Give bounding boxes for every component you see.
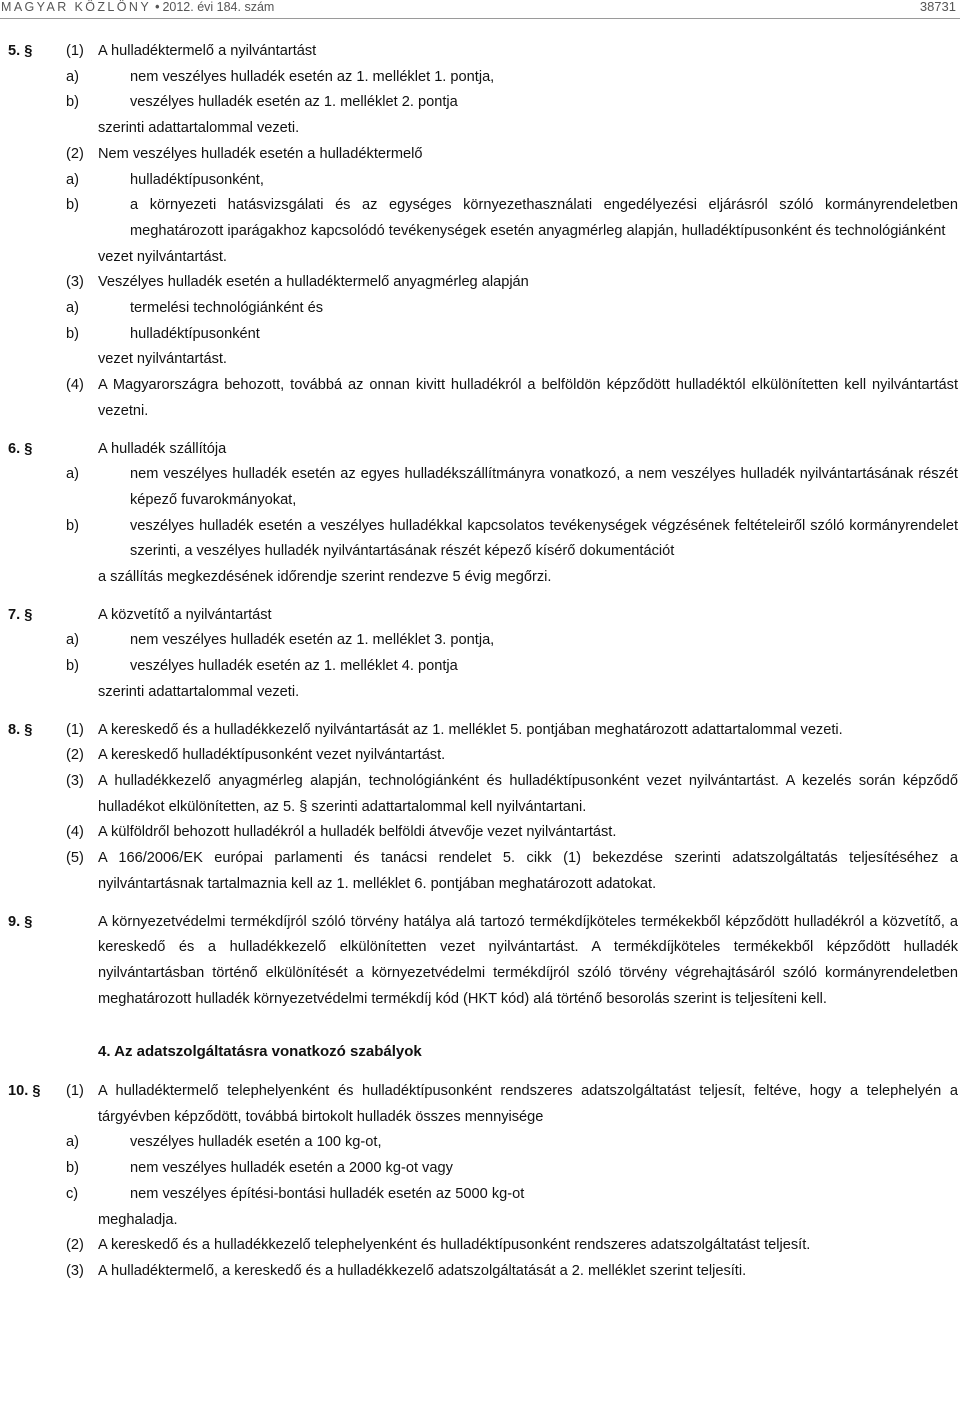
item-text: nem veszélyes hulladék esetén az egyes hulladékszállítmányra vonatkozó, a nem veszélyes hulladék nyilvántartásának részét képező fuvarokmányokat,: [130, 466, 958, 508]
paragraph-number: (4): [66, 377, 84, 394]
section-5: [0, 39, 960, 425]
item-letter: a): [66, 632, 79, 649]
section-6: [0, 437, 960, 591]
section-number: 10. §: [8, 1083, 41, 1100]
chapter-heading: 4. Az adatszolgáltatásra vonatkozó szabályok: [98, 1043, 422, 1061]
issue-number: 2012. évi 184. szám: [162, 0, 275, 14]
paragraph-text: A közvetítő a nyilvántartást: [98, 606, 272, 623]
list-item-a: [0, 1130, 960, 1156]
list-item-b: [0, 90, 960, 116]
paragraph-text: A hulladékkezelő anyagmérleg alapján, technológiánként és hulladéktípusonként vezet nyilvántartást. A kezelés során képződő hulladékot elkülönítetten, az 5. § szerinti adattartalommal kell nyilvántartani.: [98, 772, 958, 815]
item-text: veszélyes hulladék esetén az 1. melléklet 4. pontja: [130, 658, 458, 675]
item-text: termelési technológiánként és: [130, 300, 324, 317]
paragraph-text: A hulladék szállítója: [98, 440, 227, 457]
section-number: 6. §: [8, 440, 33, 457]
paragraph-text: A hulladéktermelő, a kereskedő és a hulladékkezelő adatszolgáltatását a 2. melléklet szerint teljesíti.: [98, 1262, 747, 1279]
paragraph-number: (3): [66, 772, 84, 789]
paragraph-text: Nem veszélyes hulladék esetén a hulladéktermelő: [98, 145, 423, 162]
paragraph-closing: vezet nyilvántartást.: [98, 351, 227, 368]
section-number: 9. §: [8, 913, 33, 930]
item-text: hulladéktípusonként: [130, 325, 260, 342]
list-item-b: [0, 514, 960, 565]
header-divider: [0, 18, 960, 19]
section-7: [0, 603, 960, 706]
item-letter: b): [66, 94, 79, 111]
item-text: veszélyes hulladék esetén a veszélyes hulladékkal kapcsolatos tevékenységek végzésének feltételeiről szóló kormányrendelet szerinti, a veszélyes hulladék nyilvántartásának részét képező kísérő dokumentációt: [130, 517, 958, 560]
section-9: [0, 910, 960, 1013]
item-letter: b): [66, 517, 79, 534]
paragraph-closing: szerinti adattartalommal vezeti.: [98, 683, 300, 700]
item-letter: b): [66, 197, 79, 214]
item-letter: a): [66, 466, 79, 483]
document-body: [0, 39, 960, 1285]
paragraph-number: (1): [66, 43, 84, 59]
list-item-b: [0, 1156, 960, 1182]
paragraph-number: (1): [66, 1083, 84, 1100]
paragraph-closing: szerinti adattartalommal vezeti.: [98, 120, 300, 137]
paragraph-text: A 166/2006/EK európai parlamenti és tanácsi rendelet 5. cikk (1) bekezdése szerinti adatszolgáltatás teljesítéséhez a nyilvántartásnak tartalmaznia kell az 1. melléklet 6. pontjában meghatározott adatokat.: [98, 850, 958, 892]
list-item-a: [0, 296, 960, 322]
gazette-name: MAGYAR KÖZLÖNY: [1, 0, 152, 14]
paragraph-text: A külföldről behozott hulladékról a hulladék belföldi átvevője vezet nyilvántartást.: [98, 824, 617, 841]
item-text: hulladéktípusonként,: [130, 171, 264, 188]
paragraph-text: A kereskedő és a hulladékkezelő nyilvántartását az 1. melléklet 5. pontjában meghatározott adattartalommal vezeti.: [98, 721, 843, 738]
list-item-a: [0, 462, 960, 513]
paragraph-text: A hulladéktermelő a nyilvántartást: [98, 43, 317, 59]
paragraph-number: (2): [66, 145, 84, 162]
paragraph-text: A kereskedő hulladéktípusonként vezet nyilvántartást.: [98, 747, 446, 764]
section-number: 5. §: [8, 43, 33, 59]
item-letter: a): [66, 171, 79, 188]
item-letter: a): [66, 300, 79, 317]
section-8: [0, 718, 960, 898]
list-item-c: [0, 1182, 960, 1208]
item-letter: a): [66, 1134, 79, 1151]
item-text: nem veszélyes hulladék esetén az 1. melléklet 3. pontja,: [130, 632, 495, 649]
bullet-separator: •: [155, 0, 160, 14]
paragraph-closing: vezet nyilvántartást.: [98, 248, 227, 265]
page-header: [0, 0, 960, 16]
gazette-title: [1, 0, 274, 14]
section-number: 7. §: [8, 606, 33, 623]
paragraph-text: A kereskedő és a hulladékkezelő telephelyenként és hulladéktípusonként rendszeres adatszolgáltatást teljesít.: [98, 1237, 811, 1254]
item-text: veszélyes hulladék esetén az 1. melléklet 2. pontja: [130, 94, 458, 111]
paragraph-number: (2): [66, 747, 84, 764]
item-text: a környezeti hatásvizsgálati és az egységes környezethasználati engedélyezési eljárásról szóló kormányrendeletben meghatározott iparágakhoz kapcsolódó tevékenységek esetén anyagmérleg alapján, hulladéktípusonként és technológiánként: [130, 197, 958, 239]
paragraph-number: (3): [66, 274, 84, 291]
list-item-a: [0, 628, 960, 654]
paragraph-text: A hulladéktermelő telephelyenként és hulladéktípusonként rendszeres adatszolgáltatást teljesít, feltéve, hogy a telephelyén a tárgyévben képződött, továbbá birtokolt hulladék összes mennyisége: [98, 1083, 958, 1125]
paragraph-number: (3): [66, 1262, 84, 1279]
item-letter: b): [66, 325, 79, 342]
page-number: 38731: [919, 0, 956, 14]
item-text: veszélyes hulladék esetén a 100 kg-ot,: [130, 1134, 382, 1151]
list-item-b: [0, 193, 960, 244]
paragraph-text: A környezetvédelmi termékdíjról szóló törvény hatálya alá tartozó termékdíjköteles termékekből képződött hulladékról a közvetítő, a kereskedő és a hulladékkezelő elkülönítetten vezet nyilvántartást. A termékdíjköteles termékekből képződött hulladék nyilvántartásban történő elkülönítését a környezetvédelmi termékdíjról szóló törvény végrehajtásáról szóló kormányrendeletben meghatározott hulladék környezetvédelmi termékdíj kód (HKT kód) alá történő besorolás szerint is teljesíteni kell.: [98, 913, 958, 1007]
paragraph-text: A Magyarországra behozott, továbbá az onnan kivitt hulladékról a belföldön képződött hulladéktól elkülönítetten kell nyilvántartást vezetni.: [98, 377, 958, 419]
paragraph-text: Veszélyes hulladék esetén a hulladéktermelő anyagmérleg alapján: [98, 274, 529, 291]
list-item-a: [0, 168, 960, 194]
item-letter: c): [66, 1185, 79, 1202]
paragraph-closing: a szállítás megkezdésének időrendje szerint rendezve 5 évig megőrzi.: [98, 569, 552, 586]
paragraph-closing: meghaladja.: [98, 1211, 178, 1228]
item-letter: b): [66, 658, 79, 675]
section-number: 8. §: [8, 721, 33, 738]
item-letter: b): [66, 1160, 79, 1177]
list-item-a: [0, 65, 960, 91]
item-text: nem veszélyes építési-bontási hulladék esetén az 5000 kg-ot: [130, 1185, 525, 1202]
item-text: nem veszélyes hulladék esetén az 1. melléklet 1. pontja,: [130, 68, 495, 85]
list-item-b: [0, 322, 960, 348]
item-text: nem veszélyes hulladék esetén a 2000 kg-ot vagy: [130, 1160, 453, 1177]
paragraph-number: (1): [66, 721, 84, 738]
paragraph-number: (2): [66, 1237, 84, 1254]
section-10: [0, 1079, 960, 1285]
paragraph-number: (4): [66, 824, 84, 841]
item-letter: a): [66, 68, 79, 85]
list-item-b: [0, 654, 960, 680]
paragraph-number: (5): [66, 850, 84, 867]
